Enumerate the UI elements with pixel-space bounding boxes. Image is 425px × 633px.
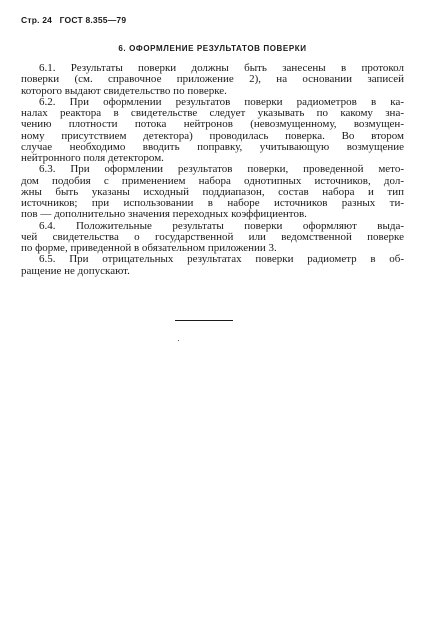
paragraph-line: по форме, приведенной в обязательном приложении 3. [21, 242, 277, 254]
paragraph-line: 6.4. Положительные результаты поверки оформляют выда- [39, 219, 404, 232]
paragraph-line: 6.2. При оформлении результатов поверки радиометров в ка- [39, 95, 404, 108]
paragraph-line: чению плотности потока нейтронов (невозмущенному, возмущен- [21, 118, 404, 131]
paragraph-line: 6.3. При оформлении результатов поверки, проведенной мето- [39, 163, 404, 176]
paragraph-line: случае необходимо вводить поправку, учитывающую возмущение [21, 140, 404, 153]
end-rule [175, 320, 233, 321]
body-text [21, 63, 404, 277]
section-title: 6. ОФОРМЛЕНИЕ РЕЗУЛЬТАТОВ ПОВЕРКИ [118, 44, 307, 53]
paragraph-line: жны быть указаны исходный поддиапазон, состав набора и тип [21, 185, 404, 198]
paragraph-line: 6.1. Результаты поверки должны быть занесены в протокол [39, 62, 404, 74]
paragraph-line: ному присутствием детектора) проводилась поверка. Во втором [21, 129, 404, 142]
print-speck [178, 340, 179, 341]
standard-number: ГОСТ 8.355—79 [59, 15, 127, 25]
paragraph-line: поверки (см. справочное приложение 2), на основании записей [21, 73, 404, 86]
paragraph-line: источников; при использовании в наборе источников разных ти- [21, 197, 404, 209]
paragraph-line: ращение не допускают. [21, 264, 130, 277]
page-number: Стр. 24 [21, 15, 53, 25]
paragraph-line: чей свидетельства о государственной или ведомственной поверке [21, 230, 404, 243]
paragraph-line: которого выдают свидетельство по поверке. [21, 84, 227, 97]
paragraph-line: нейтронного поля детектором. [21, 152, 164, 164]
paragraph-line: налах реактора в свидетельстве следует указывать по какому зна- [21, 107, 404, 119]
running-header [21, 15, 131, 25]
paragraph-line: 6.5. При отрицательных результатах поверки радиометр в об- [39, 253, 404, 266]
paragraph-line: дом подобия с применением набора однотипных источников, дол- [21, 174, 404, 187]
paragraph-line: пов — дополнительно значения переходных коэффициентов. [21, 208, 307, 221]
